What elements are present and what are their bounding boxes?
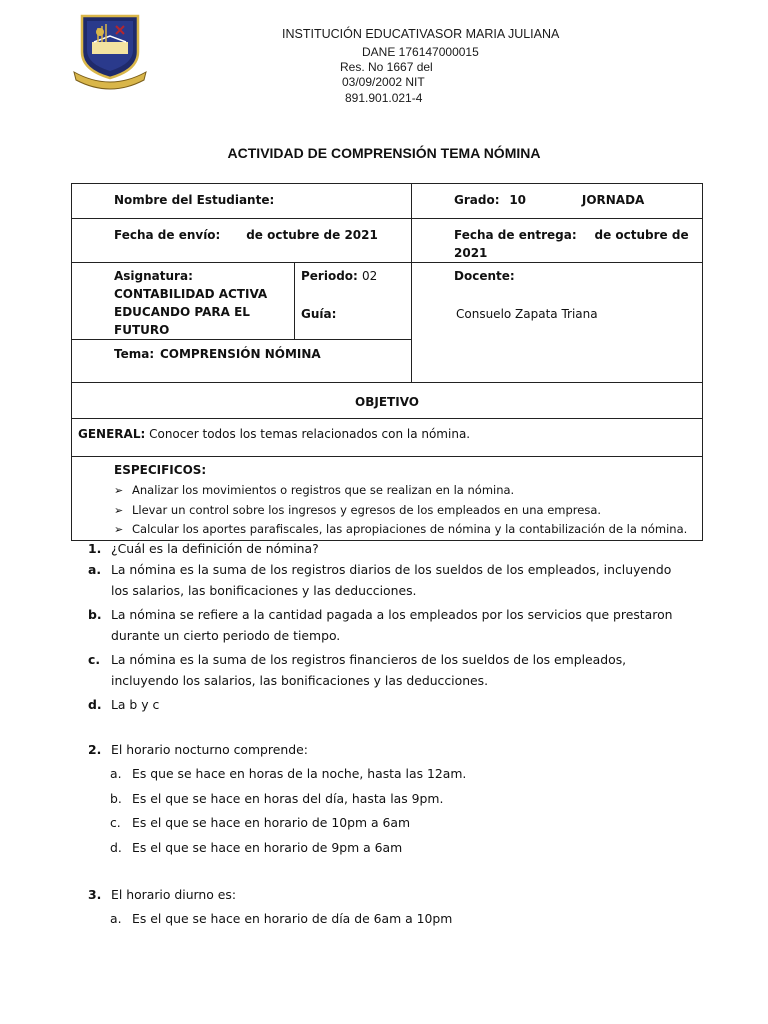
teacher-label: Docente: (454, 269, 515, 283)
option-letter: a. (110, 766, 122, 781)
answer-option (88, 762, 688, 787)
option-letter: c. (88, 652, 101, 667)
option-text: La nómina es la suma de los registros financieros de los sueldos de los empleados, incluyendo los salarios, las bonificaciones y las deducciones. (111, 652, 627, 688)
period-label: Periodo: (301, 269, 358, 283)
school-resolution-date: 03/09/2002 NIT (342, 75, 425, 89)
topic-value: COMPRENSIÓN NÓMINA (159, 347, 321, 361)
general-objective-cell (72, 419, 703, 457)
answer-option (88, 649, 688, 691)
option-text: La nómina se refiere a la cantidad pagada a los empleados por los servicios que prestaron durante un cierto periodo de tiempo. (111, 607, 673, 643)
question-1 (88, 538, 688, 559)
jornada-label: JORNADA (581, 193, 645, 207)
objective-heading-cell (72, 383, 703, 419)
option-letter: a. (110, 911, 122, 926)
delivery-date-cell (412, 219, 703, 263)
option-text: Es el que se hace en horario de 10pm a 6am (132, 815, 411, 830)
student-name-label: Nombre del Estudiante: (114, 193, 275, 207)
option-text: La b y c (111, 697, 160, 712)
option-text: La nómina es la suma de los registros diarios de los sueldos de los empleados, incluyendo los salarios, las bonificaciones y las deducciones. (111, 562, 672, 598)
specific-objective-item: ➢ Analizar los movimientos o registros que se realizan en la nómina. (114, 481, 702, 501)
option-text: Es el que se hace en horario de 9pm a 6am (132, 839, 403, 855)
subject-line2: EDUCANDO PARA EL FUTURO (114, 305, 250, 337)
option-letter: c. (110, 815, 121, 830)
question-number: 1. (88, 541, 102, 556)
teacher-value: Consuelo Zapata Triana (456, 307, 598, 321)
objective-heading: OBJETIVO (355, 395, 419, 409)
subject-label: Asignatura: (114, 269, 193, 283)
option-letter: d. (88, 697, 102, 712)
teacher-cell (412, 263, 703, 383)
grade-value: 10 (509, 193, 527, 207)
option-text: Es el que se hace en horario de día de 6am a 10pm (132, 911, 453, 926)
option-letter: a. (88, 562, 102, 577)
specific-objective-item: ➢ Calcular los aportes parafiscales, las apropiaciones de nómina y la contabilización de la nómina. (114, 520, 702, 540)
guide-label: Guía: (301, 307, 337, 321)
topic-label: Tema: (114, 347, 155, 361)
topic-cell (72, 340, 412, 383)
question-3 (88, 884, 688, 905)
question-number: 3. (88, 887, 102, 902)
question-number: 2. (88, 742, 102, 757)
school-dane: DANE 176147000015 (362, 45, 479, 59)
send-date-cell (72, 219, 412, 263)
subject-cell (72, 263, 295, 340)
school-nit: 891.901.021-4 (345, 91, 423, 105)
subject-line1: CONTABILIDAD ACTIVA (114, 287, 268, 301)
specific-objective-item: ➢ Llevar un control sobre los ingresos y egresos de los empleados en una empresa. (114, 501, 702, 521)
delivery-date-label: Fecha de entrega: (454, 228, 577, 242)
option-letter: b. (88, 607, 102, 622)
answer-option (88, 836, 688, 861)
answer-option (88, 604, 688, 646)
period-value: 02 (362, 269, 378, 283)
option-letter: b. (110, 790, 122, 806)
specific-objectives-label: ESPECIFICOS: (114, 463, 207, 477)
send-date-label: Fecha de envío: (114, 228, 221, 242)
period-cell (295, 263, 412, 340)
question-text: El horario diurno es: (111, 887, 237, 902)
general-objective-label: GENERAL: (78, 427, 146, 441)
answer-option (88, 694, 688, 715)
answer-option (88, 559, 688, 601)
answer-option (88, 811, 688, 836)
page-title: ACTIVIDAD DE COMPRENSIÓN TEMA NÓMINA (227, 145, 541, 161)
specific-objectives-list (114, 481, 702, 540)
delivery-date-value: de octubre de 2021 (454, 228, 689, 260)
grade-cell (412, 184, 703, 219)
school-crest-logo (72, 12, 148, 90)
school-resolution: Res. No 1667 del (340, 60, 433, 74)
student-name-cell (72, 184, 412, 219)
send-date-value: de octubre de 2021 (246, 228, 378, 242)
school-name: INSTITUCIÓN EDUCATIVASOR MARIA JULIANA (282, 27, 560, 41)
student-info-table (71, 183, 703, 541)
answer-option (88, 787, 688, 812)
option-letter: d. (110, 839, 122, 855)
question-2 (88, 739, 688, 760)
option-text: Es que se hace en horas de la noche, hasta las 12am. (132, 766, 467, 781)
general-objective-text: Conocer todos los temas relacionados con la nómina. (149, 427, 471, 441)
question-text: El horario nocturno comprende: (111, 742, 308, 757)
question-text: ¿Cuál es la definición de nómina? (111, 541, 319, 556)
specific-objectives-cell (72, 457, 703, 541)
option-text: Es el que se hace en horas del día, hasta las 9pm. (132, 790, 444, 806)
grade-label: Grado: (454, 193, 500, 207)
answer-option (88, 907, 688, 932)
questions-section (88, 538, 688, 932)
